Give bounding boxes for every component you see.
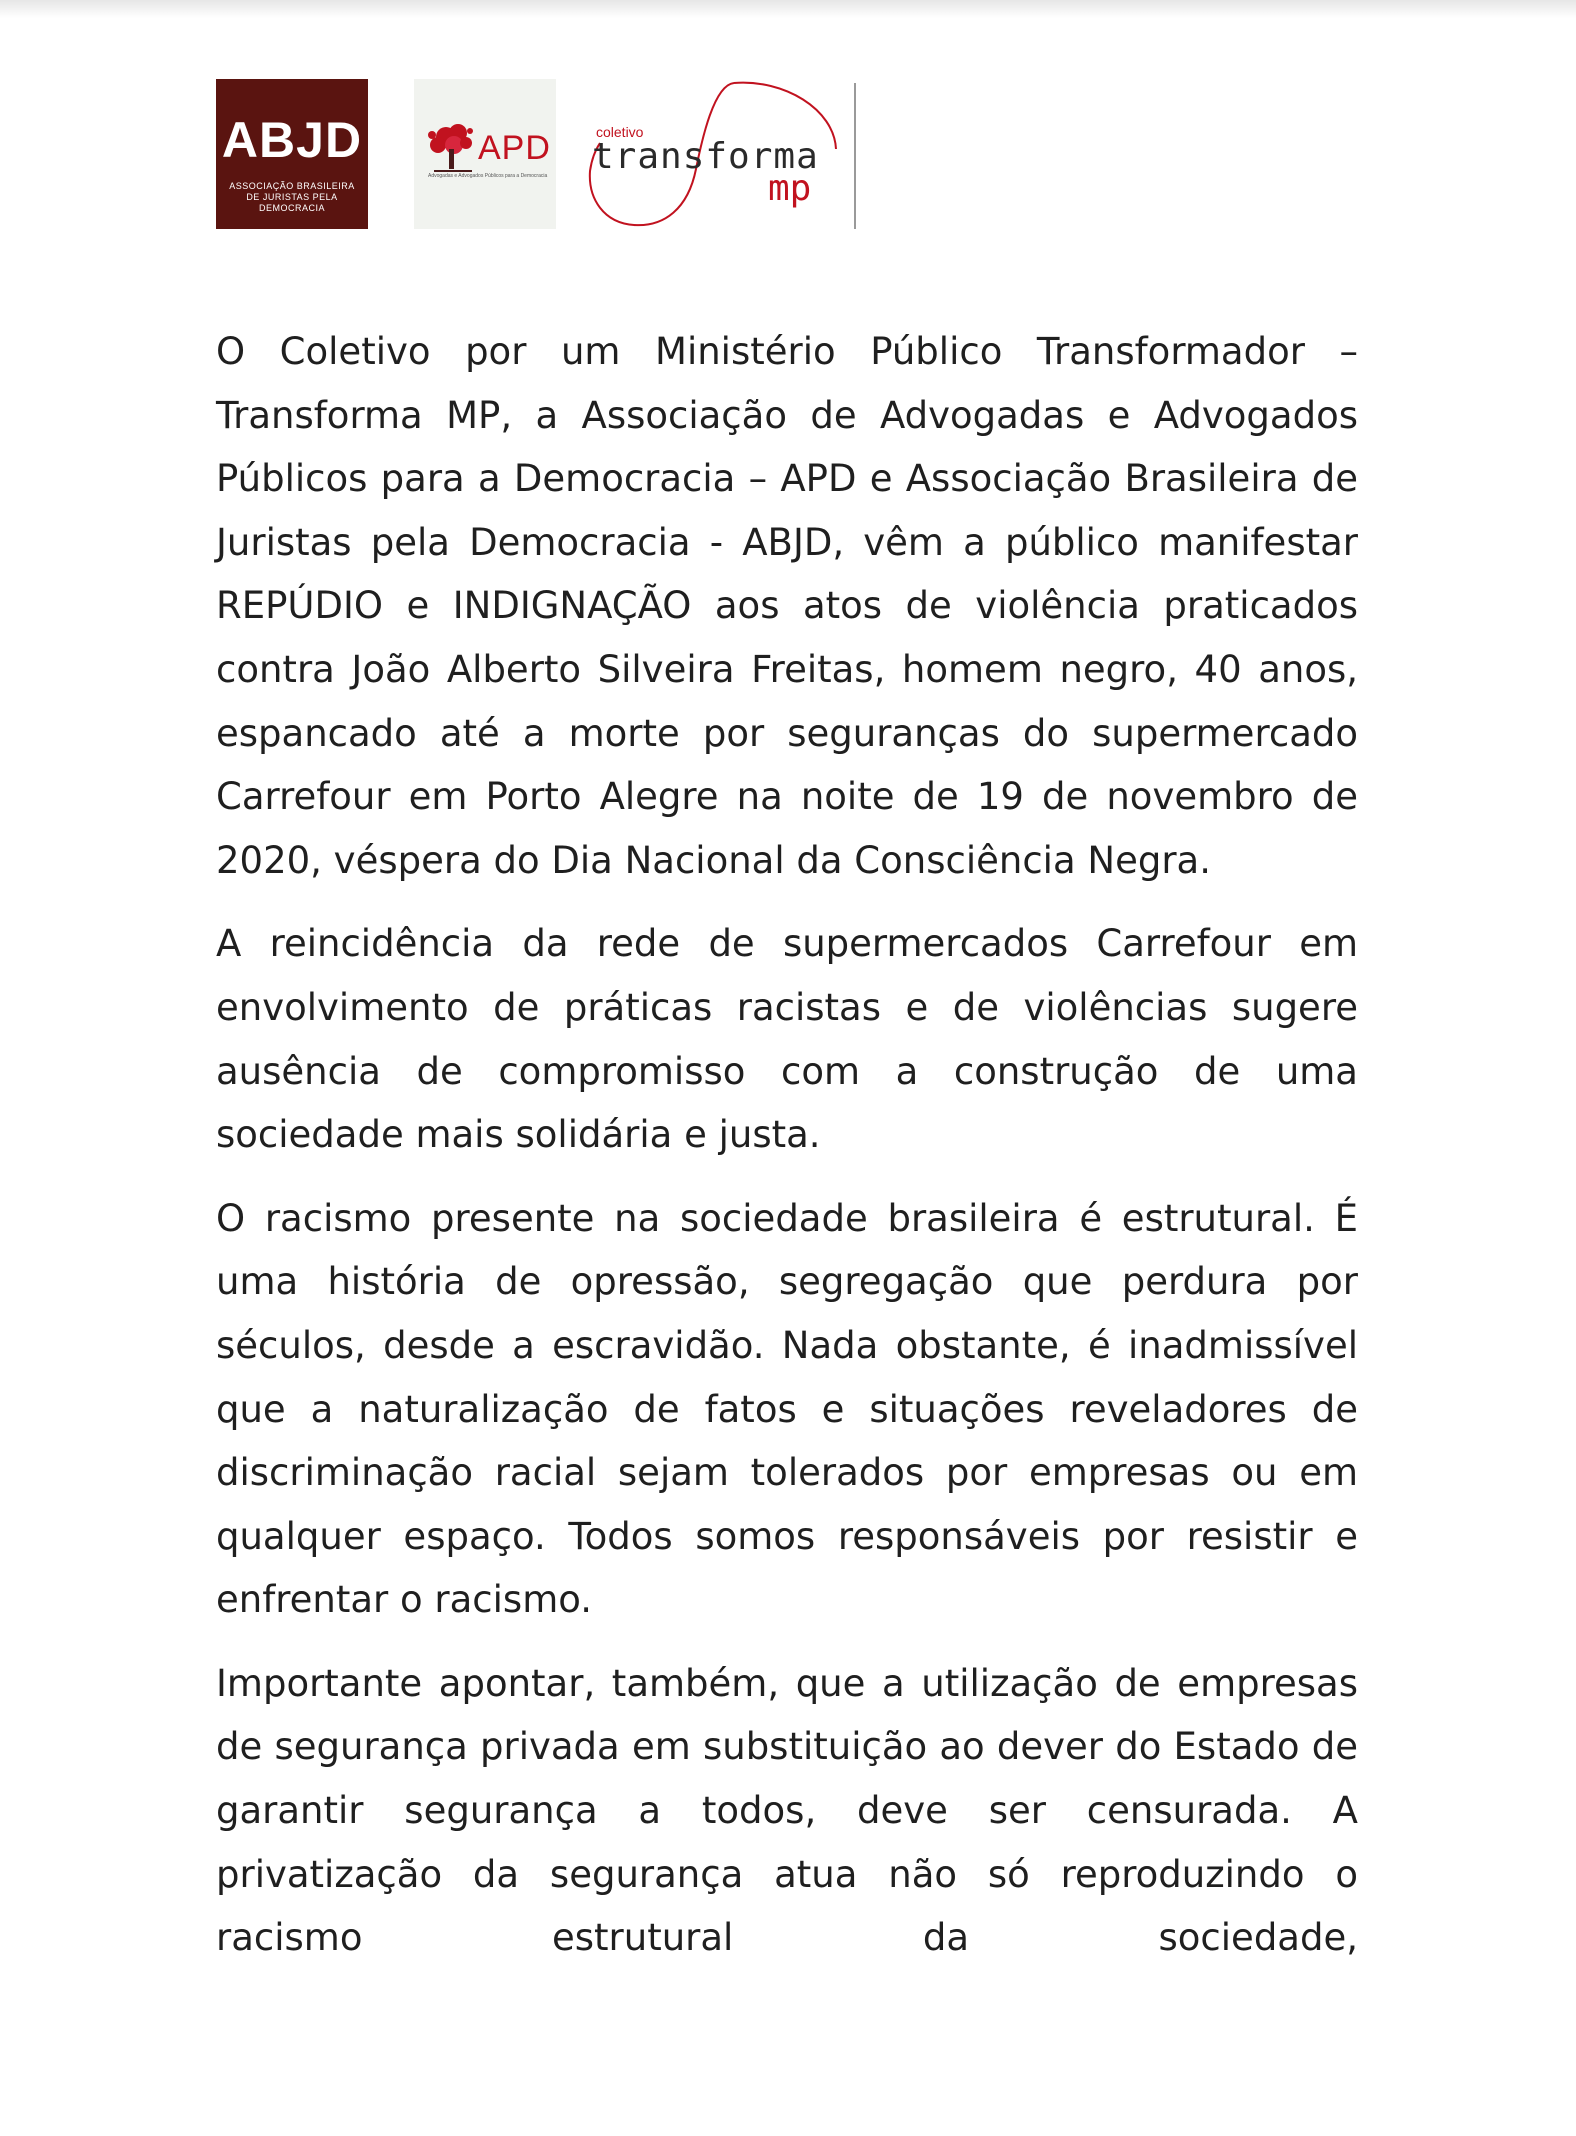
abjd-logo bbox=[216, 79, 368, 229]
apd-tree-icon bbox=[424, 115, 484, 175]
apd-logo bbox=[414, 79, 556, 229]
transforma-mp-logo bbox=[584, 79, 856, 229]
header-logos bbox=[216, 79, 856, 229]
page-top-shadow bbox=[0, 0, 1576, 18]
abjd-logo-acronym: ABJD bbox=[221, 112, 363, 168]
apd-logo-acronym: APD bbox=[478, 129, 551, 167]
transforma-logo-name: transforma bbox=[592, 136, 819, 177]
apd-logo-subtitle: Advogadas e Advogados Públicos para a Democracia bbox=[428, 173, 548, 179]
paragraph: Importante apontar, também, que a utilização de empresas de segurança privada em substituição ao dever do Estado de garantir segurança a todos, deve ser censurada. A privatização da segurança atua não só reproduzindo o racismo estrutural da sociedade, bbox=[216, 1661, 1358, 1960]
transforma-logo-prefix: coletivo bbox=[596, 124, 644, 140]
abjd-logo-subtitle: ASSOCIAÇÃO BRASILEIRA DE JURISTAS PELA DEMOCRACIA bbox=[229, 181, 355, 213]
transforma-logo-suffix: mp bbox=[768, 168, 812, 209]
logo-divider bbox=[854, 83, 856, 229]
document-body bbox=[216, 320, 1358, 1990]
paragraph: O racismo presente na sociedade brasileira é estrutural. É uma história de opressão, segregação que perdura por séculos, desde a escravidão. Nada obstante, é inadmissível que a naturalização de fatos e situações reveladores de discriminação racial sejam tolerados por empresas ou em qualquer espaço. Todos somos responsáveis por resistir e enfrentar o racismo. bbox=[216, 1196, 1358, 1622]
paragraph: A reincidência da rede de supermercados Carrefour em envolvimento de práticas racistas e de violências sugere ausência de compromisso com a construção de uma sociedade mais solidária e justa. bbox=[216, 922, 1358, 1157]
paragraph: O Coletivo por um Ministério Público Transformador – Transforma MP, a Associação de Advogadas e Advogados Públicos para a Democracia – APD e Associação Brasileira de Juristas pela Democracia - ABJD, vêm a público manifestar REPÚDIO e INDIGNAÇÃO aos atos de violência praticados contra João Alberto Silveira Freitas, homem negro, 40 anos, espancado até a morte por seguranças do supermercado Carrefour em Porto Alegre na noite de 19 de novembro de 2020, véspera do Dia Nacional da Consciência Negra. bbox=[216, 330, 1358, 882]
